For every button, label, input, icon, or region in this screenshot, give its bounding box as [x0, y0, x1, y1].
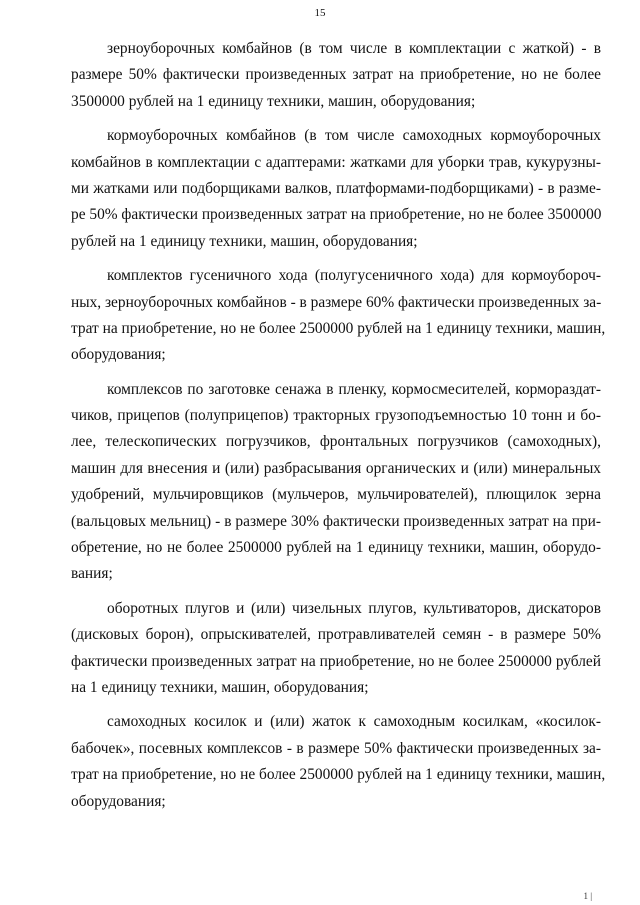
text-line: чиков, прицепов (полуприцепов) тракторных грузоподъемностью 10 тонн и бо- — [71, 407, 601, 425]
paragraph-gap — [71, 255, 601, 263]
text-line: на 1 единицу техники, машин, оборудования; — [71, 678, 369, 696]
text-line: оборудования; — [71, 346, 166, 364]
paragraph-gap — [71, 701, 601, 709]
text-line: лее, телескопических погрузчиков, фронтальных погрузчиков (самоходных), — [71, 433, 601, 451]
text-line: фактически произведенных затрат на приобретение, но не более 2500000 рублей — [71, 652, 601, 670]
text-line: размере 50% фактически произведенных затрат на приобретение, но не более — [71, 66, 601, 84]
paragraph — [71, 263, 606, 369]
paragraph-gap — [71, 588, 601, 596]
text-line: самоходных косилок и (или) жаток к самоходным косилкам, «косилок- — [107, 713, 601, 731]
paragraph — [71, 123, 601, 255]
text-line: комплексов по заготовке сенажа в пленку, кормосмесителей, кормораздат- — [107, 380, 601, 398]
text-line: оборудования; — [71, 792, 166, 810]
paragraph — [71, 709, 606, 815]
text-line: ми жатками или подборщиками валков, платформами-подборщиками) - в разме- — [71, 179, 601, 197]
text-line: обретение, но не более 2500000 рублей на 1 единицу техники, машин, оборудо- — [71, 539, 601, 557]
text-line: ре 50% фактически произведенных затрат на приобретение, но не более 3500000 — [71, 206, 602, 224]
document-body — [71, 36, 606, 815]
text-line: удобрений, мульчировщиков (мульчеров, мульчирователей), плющилок зерна — [71, 486, 601, 504]
text-line: оборотных плугов и (или) чизельных плугов, культиваторов, дискаторов — [107, 599, 601, 617]
text-line: 3500000 рублей на 1 единицу техники, машин, оборудования; — [71, 92, 476, 110]
text-line: рублей на 1 единицу техники, машин, оборудования; — [71, 232, 418, 250]
text-line: вания; — [71, 565, 113, 583]
text-line: комплектов гусеничного хода (полугусеничного хода) для кормоубороч- — [107, 267, 601, 285]
paragraph-gap — [71, 115, 601, 123]
text-line: комбайнов в комплектации с адаптерами: жатками для уборки трав, кукурузны- — [71, 153, 601, 171]
text-line: бабочек», посевных комплексов - в размере 50% фактически произведенных за- — [71, 739, 601, 757]
paragraph-gap — [71, 369, 601, 377]
text-line: (дисковых борон), опрыскивателей, протравливателей семян - в размере 50% — [71, 626, 601, 644]
text-line: (вальцовых мельниц) - в размере 30% фактически произведенных затрат на при- — [71, 512, 601, 530]
paragraph — [71, 596, 601, 702]
text-line: ных, зерноуборочных комбайнов - в размере 60% фактически произведенных за- — [71, 293, 602, 311]
text-line: зерноуборочных комбайнов (в том числе в комплектации с жаткой) - в — [107, 40, 601, 57]
text-line: кормоуборочных комбайнов (в том числе самоходных кормоуборочных — [107, 127, 601, 145]
paragraph — [71, 377, 601, 588]
page-number: 15 — [314, 7, 326, 19]
text-line: трат на приобретение, но не более 2500000 рублей на 1 единицу техники, машин, — [71, 766, 606, 784]
page-corner-mark: 1 | — [583, 891, 592, 901]
paragraph — [71, 36, 601, 115]
text-line: машин для внесения и (или) разбрасывания органических и (или) минеральных — [71, 459, 601, 477]
text-line: трат на приобретение, но не более 2500000 рублей на 1 единицу техники, машин, — [71, 319, 606, 337]
